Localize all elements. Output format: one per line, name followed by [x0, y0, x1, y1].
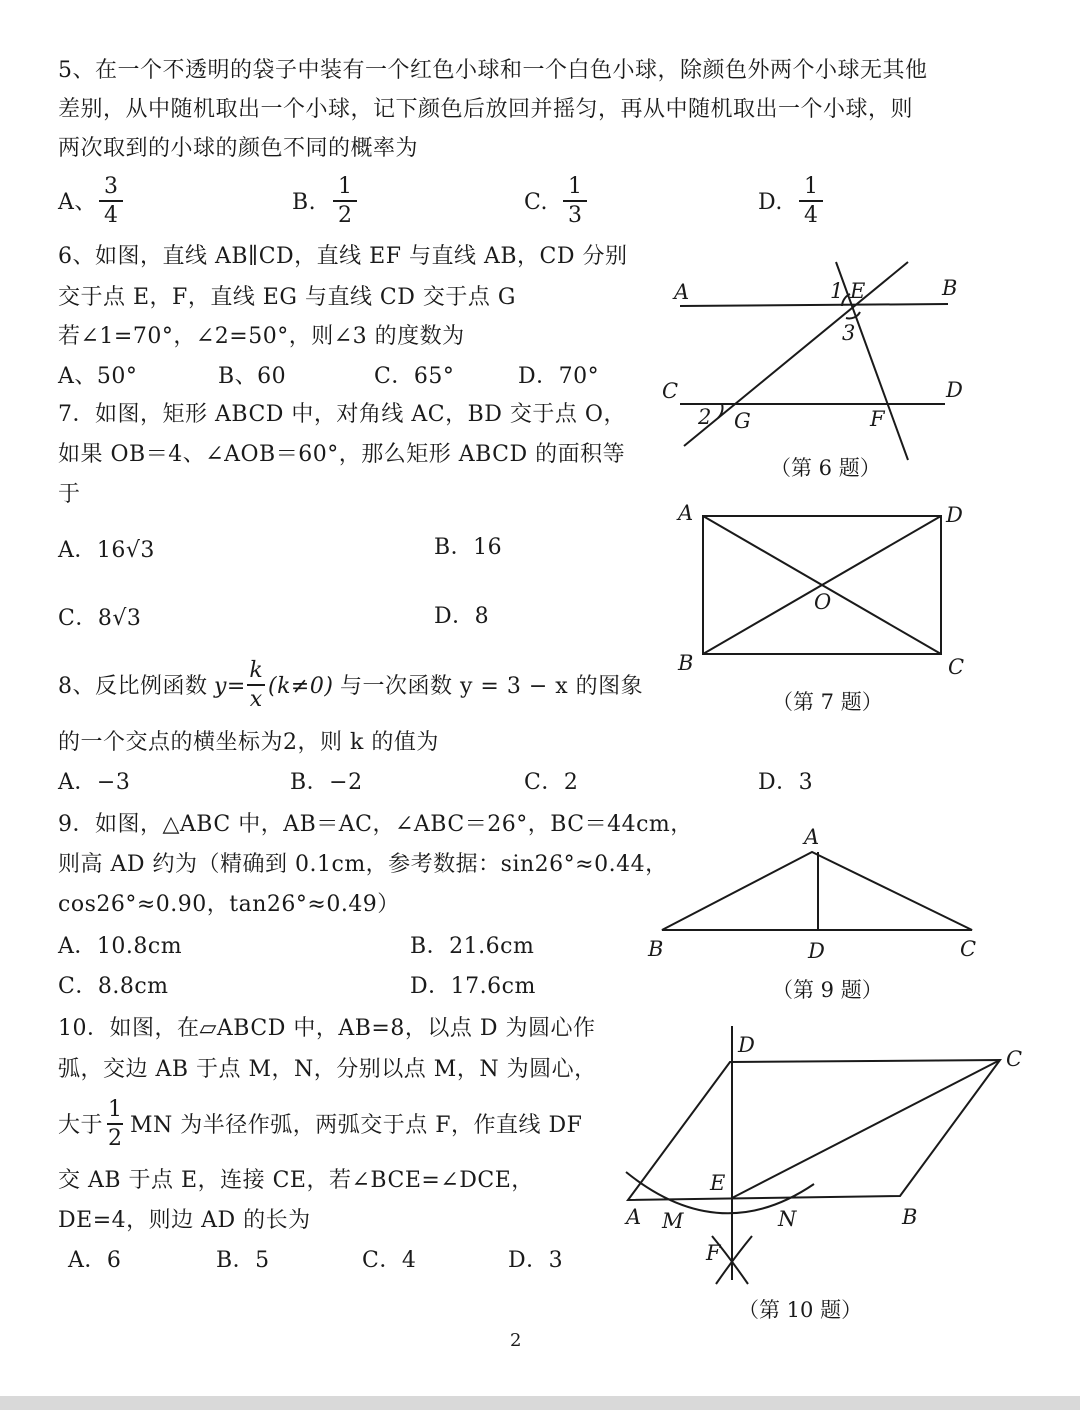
denominator: 4 [104, 203, 118, 228]
figure-10 [626, 1026, 1000, 1284]
q10-option-a: A．6 [68, 1248, 122, 1273]
segment-ce [732, 1060, 1000, 1198]
numerator: k [249, 658, 263, 683]
q6-line3: 若∠1=70°，∠2=50°，则∠3 的度数为 [58, 324, 465, 349]
q5-line2: 差别，从中随机取出一个小球，记下颜色后放回并摇匀，再从中随机取出一个小球，则 [58, 97, 914, 122]
q6-line2: 交于点 E，F，直线 EG 与直线 CD 交于点 G [58, 285, 516, 310]
q8-option-b: B．−2 [290, 770, 363, 795]
q9-line1: 9．如图，△ABC 中，AB＝AC，∠ABC＝26°，BC＝44cm， [58, 812, 693, 837]
numerator: 1 [568, 174, 582, 199]
fig6-label-f: F [870, 407, 885, 431]
bottom-shadow-strip [0, 1396, 1080, 1410]
q8-line2: 的一个交点的横坐标为2，则 k 的值为 [58, 730, 439, 755]
q6-option-b: B、60 [218, 364, 287, 389]
fig10-label-d: D [738, 1033, 755, 1057]
q10-option-d: D．3 [508, 1248, 564, 1273]
denominator: 4 [804, 203, 818, 228]
q7-line1: 7．如图，矩形 ABCD 中，对角线 AC，BD 交于点 O， [58, 402, 626, 427]
numerator: 1 [804, 174, 818, 199]
fig9-label-d: D [808, 939, 825, 963]
q5-option-a-label: A、 [58, 190, 97, 215]
fig9-label-c: C [960, 937, 977, 961]
q8-y-equals: y= [214, 674, 246, 699]
fig10-label-f: F [706, 1241, 721, 1265]
fig9-label-b: B [648, 937, 664, 961]
q8-rest: 与一次函数 y = 3 − x 的图象 [340, 674, 644, 699]
fig6-angle-3: 3 [842, 321, 856, 345]
fig7-label-c: C [948, 655, 965, 679]
fig7-label-a: A [678, 501, 694, 525]
q10-line5: DE=4，则边 AD 的长为 [58, 1208, 311, 1233]
fig10-label-e: E [710, 1171, 726, 1195]
q5-line1: 5、在一个不透明的袋子中装有一个红色小球和一个白色小球，除颜色外两个小球无其他 [58, 58, 928, 83]
fig6-label-c: C [662, 379, 679, 403]
q10-option-b: B．5 [216, 1248, 270, 1273]
denominator: 3 [568, 203, 582, 228]
fig10-label-c: C [1006, 1047, 1023, 1071]
figure-7 [703, 516, 941, 654]
fig6-angle-2: 2 [698, 405, 712, 429]
q5-option-d-label: D. [758, 190, 783, 215]
q10-line2: 弧，交边 AB 于点 M，N，分别以点 M，N 为圆心， [58, 1057, 597, 1082]
fig7-label-o: O [814, 590, 832, 614]
q5-option-b-label: B. [292, 190, 317, 215]
q5-line3: 两次取到的小球的颜色不同的概率为 [58, 136, 419, 161]
denominator: 2 [108, 1126, 122, 1151]
fig9-caption: （第 9 题） [772, 978, 883, 1002]
fig6-label-a: A [674, 280, 690, 304]
fig10-label-a: A [626, 1205, 642, 1229]
q9-option-d: D．17.6cm [410, 974, 536, 999]
fig10-label-m: M [662, 1209, 684, 1233]
fig6-caption: （第 6 题） [770, 456, 881, 480]
q7-option-a: A．16√3 [58, 538, 155, 563]
q5-option-c-label: C. [524, 190, 549, 215]
q7-option-c: C．8√3 [58, 606, 142, 631]
q10-line4: 交 AB 于点 E，连接 CE，若∠BCE=∠DCE， [58, 1168, 534, 1193]
q9-option-b: B．21.6cm [410, 934, 535, 959]
q7-line3: 于 [58, 482, 81, 507]
q6-line1: 6、如图，直线 AB∥CD，直线 EF 与直线 AB，CD 分别 [58, 244, 628, 269]
q6-option-c: C．65° [374, 364, 455, 389]
q9-line2: 则高 AD 约为（精确到 0.1cm，参考数据：sin26°≈0.44， [58, 852, 668, 877]
q10-line3: MN 为半径作弧，两弧交于点 F，作直线 DF [130, 1113, 583, 1138]
q10-option-c: C．4 [362, 1248, 417, 1273]
fig10-label-b: B [902, 1205, 918, 1229]
fig6-angle-1: 1 [830, 279, 844, 303]
parallelogram-abcd [628, 1060, 1000, 1200]
q10-lead3: 大于 [58, 1113, 104, 1138]
figure-6 [680, 262, 948, 460]
line-ab [680, 304, 948, 306]
q9-line3: cos26°≈0.90，tan26°≈0.49） [58, 892, 400, 917]
numerator: 3 [104, 174, 118, 199]
arc-f-right [716, 1236, 752, 1284]
q7-option-d: D．8 [434, 604, 490, 629]
fig10-caption: （第 10 题） [738, 1298, 863, 1322]
figure-9 [662, 852, 972, 930]
q9-option-c: C．8.8cm [58, 974, 169, 999]
fig9-label-a: A [804, 825, 820, 849]
fig6-label-b: B [942, 276, 958, 300]
fig7-label-d: D [946, 503, 963, 527]
fig10-label-n: N [778, 1207, 797, 1231]
numerator: 1 [108, 1097, 122, 1122]
q7-line2: 如果 OB＝4、∠AOB＝60°，那么矩形 ABCD 的面积等 [58, 442, 626, 467]
q6-option-a: A、50° [58, 364, 138, 389]
q7-option-b: B．16 [434, 535, 503, 560]
angle-3-arc [846, 312, 860, 318]
page-number: 2 [510, 1330, 522, 1351]
fig7-label-b: B [678, 651, 694, 675]
q10-line1: 10．如图，在▱ABCD 中，AB=8，以点 D 为圆心作 [58, 1016, 596, 1041]
q8-option-a: A．−3 [58, 770, 131, 795]
q8-condition: (k≠0) [268, 674, 334, 699]
denominator: x [249, 687, 263, 712]
fig6-label-g: G [734, 409, 751, 433]
fig6-label-d: D [946, 378, 963, 402]
q9-option-a: A．10.8cm [58, 934, 183, 959]
fig6-label-e: E [850, 279, 866, 303]
q8-option-c: C．2 [524, 770, 579, 795]
numerator: 1 [338, 174, 352, 199]
q8-option-d: D．3 [758, 770, 814, 795]
q6-option-d: D．70° [518, 364, 600, 389]
q8-lead: 8、反比例函数 [58, 674, 208, 699]
denominator: 2 [338, 203, 352, 228]
fig7-caption: （第 7 题） [772, 690, 883, 714]
